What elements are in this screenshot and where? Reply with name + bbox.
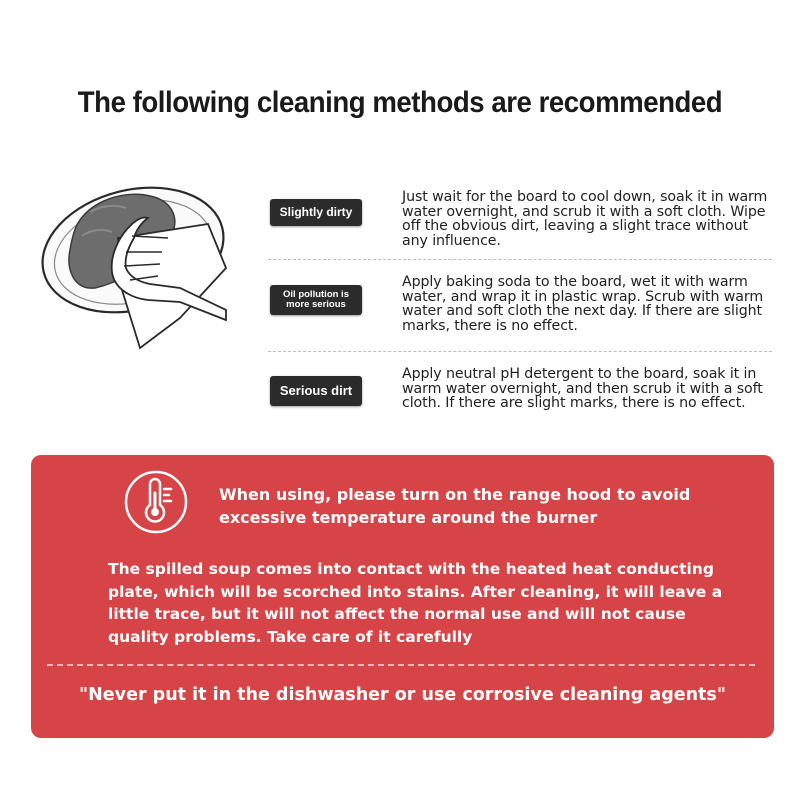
serious-dirt-badge: Serious dirt: [270, 376, 362, 406]
dishwasher-warning: "Never put it in the dishwasher or use corrosive cleaning agents": [79, 685, 726, 705]
oil-pollution-badge: Oil pollution is more serious: [270, 285, 362, 315]
divider: [268, 351, 772, 352]
serious-dirt-description: Apply neutral pH detergent to the board, soak it in warm water overnight, and then scrub it with a soft cloth. If there are slight marks, there is no effect.: [402, 366, 763, 411]
oil-pollution-description: Apply baking soda to the board, wet it with warm water, and wrap it in plastic wrap. Scrub with warm water and soft cloth the next day. If there are slight marks, there is no effect.: [402, 274, 764, 334]
page-title: The following cleaning methods are recommended: [77, 86, 723, 119]
thermometer-icon: [123, 469, 189, 535]
spilled-soup-note: The spilled soup comes into contact with the heated heat conducting plate, which will be scorched into stains. After cleaning, it will leave a little trace, but it will not affect the normal use and will not cause quality problems. Take care of it carefully: [108, 560, 723, 646]
range-hood-warning: When using, please turn on the range hood to avoid excessive temperature around the burner: [219, 485, 691, 527]
notice-panel: [31, 455, 774, 738]
divider: [268, 259, 772, 260]
slightly-dirty-badge: Slightly dirty: [270, 199, 362, 226]
dashed-divider: [47, 664, 755, 666]
slightly-dirty-description: Just wait for the board to cool down, soak it in warm water overnight, and scrub it with a soft cloth. Wipe off the obvious dirt, leaving a slight trace without any influence.: [402, 189, 768, 249]
plate-wiping-illustration: [30, 178, 260, 356]
